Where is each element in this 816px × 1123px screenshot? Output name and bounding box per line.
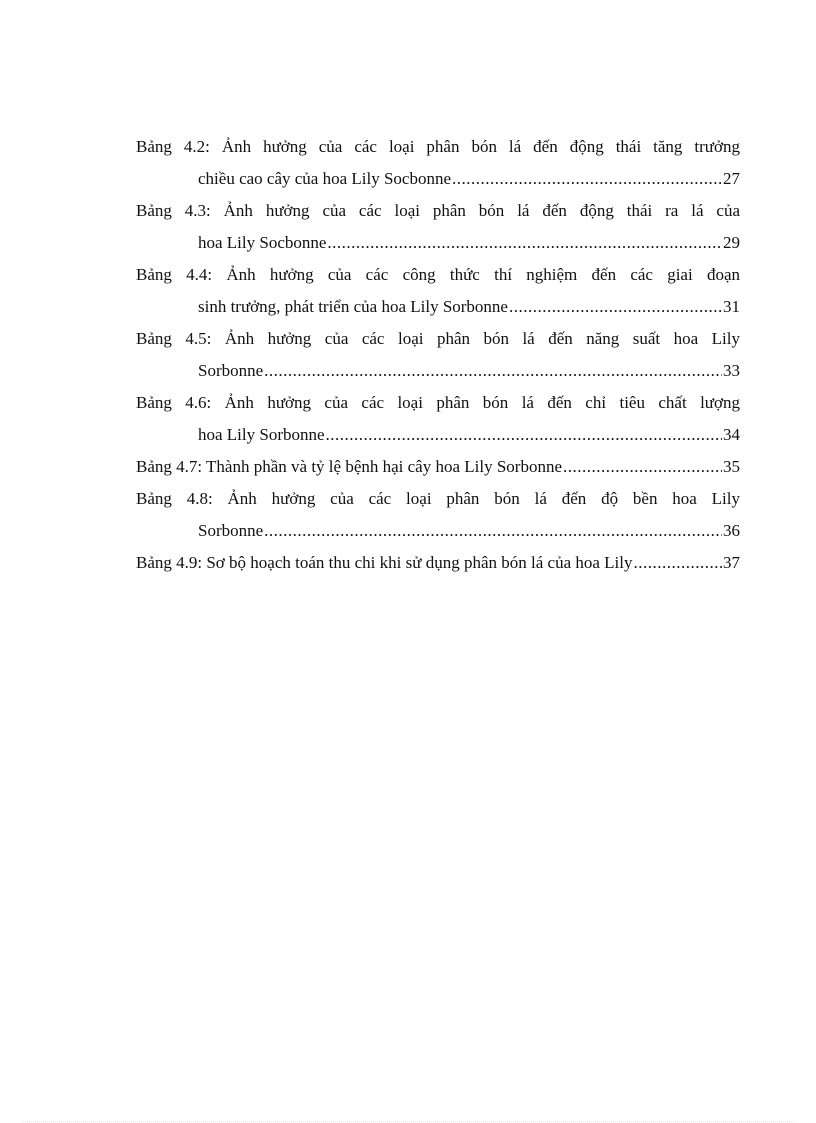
toc-entry-first-line [136, 195, 740, 227]
toc-entry-4-4[interactable] [136, 259, 740, 323]
toc-page-number: 35 [723, 457, 740, 476]
toc-entry-4-5[interactable] [136, 323, 740, 387]
dot-leader [563, 451, 722, 483]
toc-entry-title-continued: hoa Lily Sorbonne [198, 425, 325, 444]
toc-entry-title: Bảng 4.9: Sơ bộ hoạch toán thu chi khi sử dụng phân bón lá của hoa Lily [136, 553, 633, 572]
toc-page-number: 37 [723, 553, 740, 572]
toc-entry-title-continued: Sorbonne [198, 521, 264, 540]
toc-entry-first-line [136, 131, 740, 163]
toc-entry-4-6[interactable] [136, 387, 740, 451]
toc-entry-continuation-line [136, 355, 740, 387]
toc-page-number: 29 [723, 233, 740, 252]
toc-page-number: 27 [723, 169, 740, 188]
toc-entry-4-8[interactable] [136, 483, 740, 547]
dot-leader [634, 547, 723, 579]
toc-entry-continuation-line [136, 163, 740, 195]
dot-leader [264, 355, 722, 387]
dot-leader [327, 227, 722, 259]
dot-leader [264, 515, 722, 547]
dot-leader [509, 291, 722, 323]
toc-entry-first-line [136, 387, 740, 419]
toc-entry-title-continued: hoa Lily Socbonne [198, 233, 327, 252]
toc-page-number: 36 [723, 521, 740, 540]
toc-entry-title: Bảng 4.8: Ảnh hưởng của các loại phân bón lá đến độ bền hoa Lily [136, 489, 740, 508]
toc-page-number: 33 [723, 361, 740, 380]
toc-entry-first-line [136, 483, 740, 515]
dot-leader [452, 163, 722, 195]
toc-entry-title: Bảng 4.6: Ảnh hưởng của các loại phân bón lá đến chỉ tiêu chất lượng [136, 393, 740, 412]
toc-entry-continuation-line [136, 291, 740, 323]
toc-entry-continuation-line [136, 419, 740, 451]
toc-entry-4-7[interactable] [136, 451, 740, 483]
toc-entry-4-2[interactable] [136, 131, 740, 195]
toc-entry-title: Bảng 4.7: Thành phần và tỷ lệ bệnh hại cây hoa Lily Sorbonne [136, 457, 563, 476]
toc-entry-4-9[interactable] [136, 547, 740, 579]
toc-entry-single-line [136, 547, 740, 579]
toc-entry-4-3[interactable] [136, 195, 740, 259]
toc-entry-continuation-line [136, 515, 740, 547]
toc-entry-title: Bảng 4.4: Ảnh hưởng của các công thức thí nghiệm đến các giai đoạn [136, 265, 740, 284]
toc-entry-title: Bảng 4.5: Ảnh hưởng của các loại phân bón lá đến năng suất hoa Lily [136, 329, 740, 348]
toc-entry-title-continued: Sorbonne [198, 361, 264, 380]
dot-leader [326, 419, 722, 451]
toc-entry-title: Bảng 4.3: Ảnh hưởng của các loại phân bón lá đến động thái ra lá của [136, 201, 740, 220]
toc-entry-title-continued: sinh trưởng, phát triển của hoa Lily Sorbonne [198, 297, 508, 316]
table-of-contents [136, 131, 740, 579]
toc-page-number: 34 [723, 425, 740, 444]
toc-entry-first-line [136, 259, 740, 291]
toc-entry-title-continued: chiều cao cây của hoa Lily Socbonne [198, 169, 452, 188]
toc-entry-first-line [136, 323, 740, 355]
toc-page-number: 31 [723, 297, 740, 316]
toc-entry-continuation-line [136, 227, 740, 259]
toc-entry-single-line [136, 451, 740, 483]
toc-entry-title: Bảng 4.2: Ảnh hưởng của các loại phân bón lá đến động thái tăng trưởng [136, 137, 740, 156]
